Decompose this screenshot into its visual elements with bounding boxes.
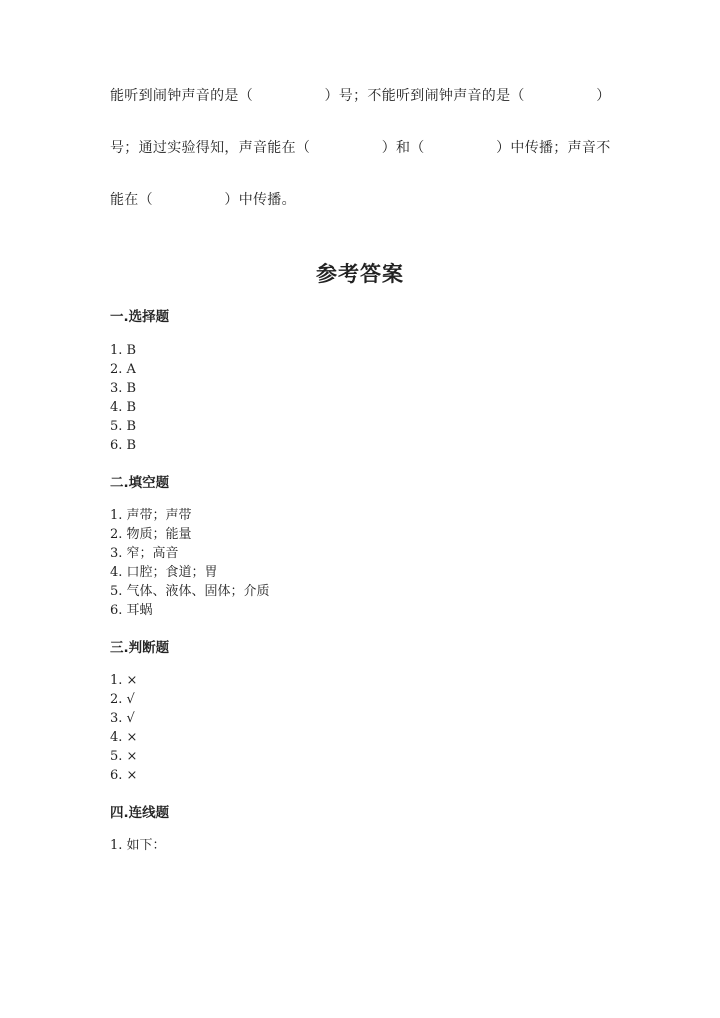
answer-item: 2. √ — [110, 692, 135, 707]
question-line-1: 能听到闹钟声音的是（ ）号；不能听到闹钟声音的是（ ） — [110, 88, 611, 104]
answer-item: 1. × — [110, 673, 138, 688]
answer-item: 1. 声带；声带 — [110, 508, 192, 523]
answer-item: 5. 气体、液体、固体；介质 — [110, 584, 270, 599]
answer-item: 1. B — [110, 343, 137, 358]
answer-item: 2. 物质；能量 — [110, 527, 192, 542]
answer-item: 5. × — [110, 749, 138, 764]
answer-item: 4. × — [110, 730, 138, 745]
section-heading-fill-blank: 二.填空题 — [110, 475, 170, 491]
answer-item: 4. B — [110, 400, 137, 415]
answer-list-true-false — [110, 671, 137, 785]
answer-item: 6. × — [110, 768, 138, 783]
answer-item: 4. 口腔；食道；胃 — [110, 565, 218, 580]
section-heading-choice: 一.选择题 — [110, 309, 170, 325]
answer-item: 3. √ — [110, 711, 135, 726]
answer-list-matching — [110, 836, 166, 855]
answer-list-fill-blank — [110, 506, 270, 620]
answer-item: 6. B — [110, 438, 137, 453]
answer-key-title: 参考答案 — [316, 262, 404, 286]
section-heading-true-false: 三.判断题 — [110, 640, 170, 656]
answer-item: 6. 耳蜗 — [110, 603, 153, 618]
answer-item: 2. A — [110, 362, 136, 377]
answer-item: 3. 窄；高音 — [110, 546, 179, 561]
answer-list-choice — [110, 341, 136, 455]
section-heading-matching: 四.连线题 — [110, 805, 170, 821]
answer-item: 5. B — [110, 419, 137, 434]
question-line-3: 能在（ ）中传播。 — [110, 192, 296, 208]
question-line-2: 号；通过实验得知，声音能在（ ）和（ ）中传播；声音不 — [110, 140, 611, 156]
answer-item: 1. 如下： — [110, 838, 166, 853]
answer-item: 3. B — [110, 381, 137, 396]
